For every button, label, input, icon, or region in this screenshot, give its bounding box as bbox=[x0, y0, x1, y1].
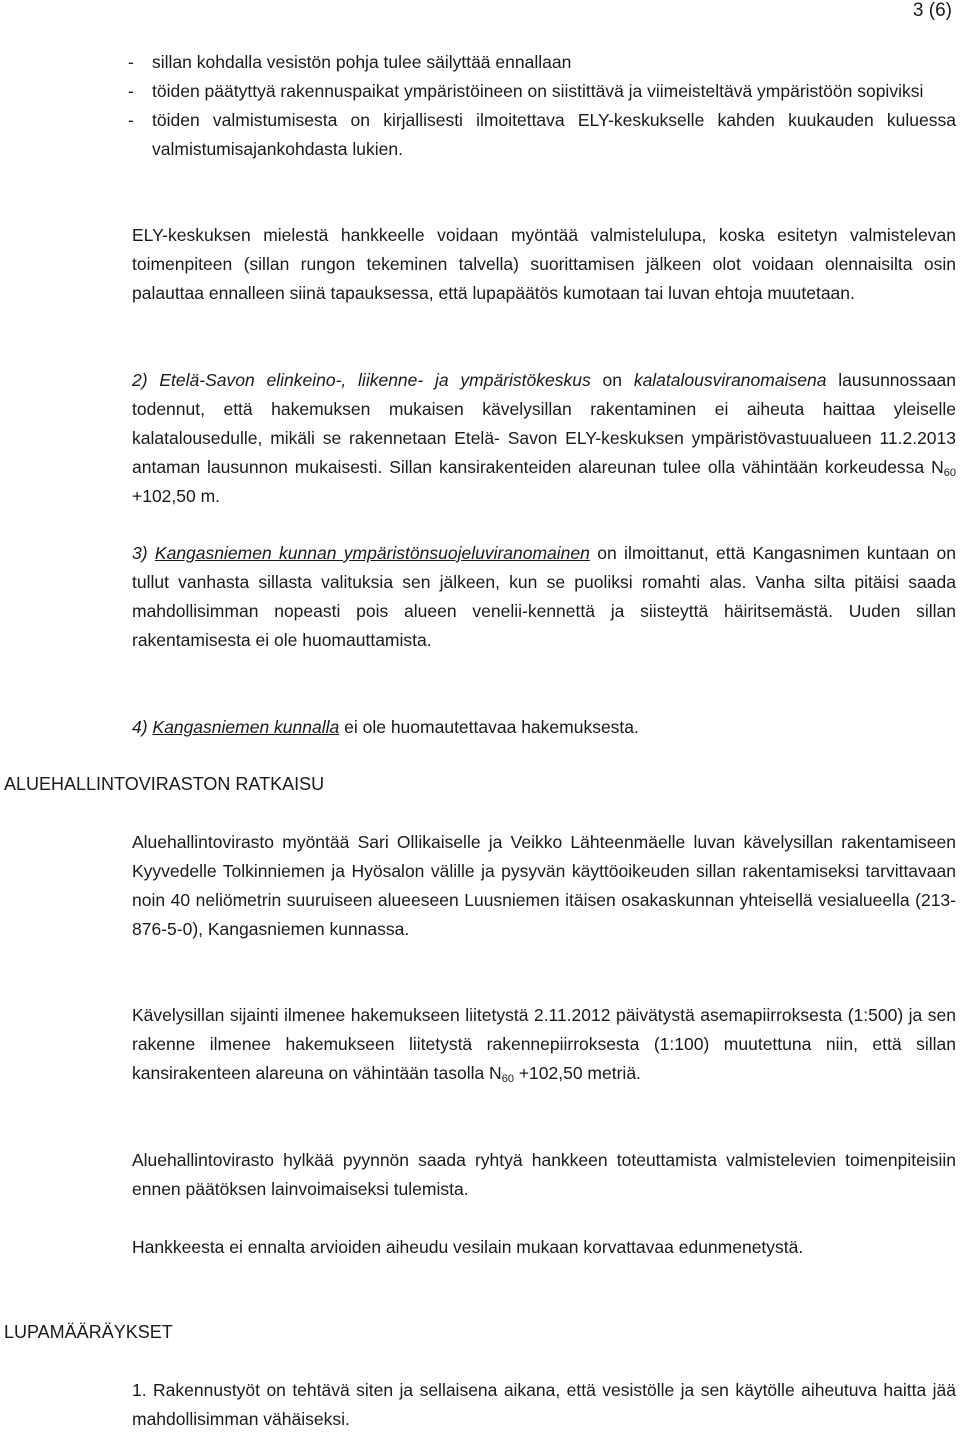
statement-number: 4) bbox=[132, 717, 148, 737]
statement-text: +102,50 m. bbox=[132, 486, 221, 506]
statement-2-paragraph bbox=[132, 366, 956, 511]
subscript: 60 bbox=[501, 1073, 514, 1085]
list-item: - töiden valmistumisesta on kirjallisesti ilmoitettava ELY-keskukselle kahden kuukauden kuluessa valmistumisajankohdasta lukien. bbox=[128, 106, 956, 164]
statement-text: on bbox=[602, 370, 623, 390]
compensation-paragraph: Hankkeesta ei ennalta arvioiden aiheudu vesilain mukaan korvattavaa edunmenetystä. bbox=[132, 1237, 804, 1257]
statement-text: ei ole huomautettavaa hakemuksesta. bbox=[344, 717, 639, 737]
statement-role: kalatalousviranomaisena bbox=[633, 370, 827, 390]
page-number: 3 (6) bbox=[912, 0, 952, 21]
statement-3-paragraph bbox=[132, 539, 956, 655]
paragraph-text: Kävelysillan sijainti ilmenee hakemukseen liitetystä 2.11.2012 päivätystä asemapiirroksesta (1:500) ja sen rakenne ilmenee hakemukseen liitetystä rakennepiirroksesta (1:100) muutettuna niin, että sillan kansirakenteen alareuna on vähintään tasolla N bbox=[132, 1005, 956, 1083]
rejection-paragraph: Aluehallintovirasto hylkää pyynnön saada ryhtyä hankkeen toteuttamista valmistelevien toimenpiteisiin ennen päätöksen lainvoimaiseksi tulemista. bbox=[132, 1150, 956, 1199]
statement-actor: Kangasniemen kunnan ympäristönsuojeluviranomainen bbox=[154, 543, 590, 563]
conditions-list bbox=[128, 48, 956, 164]
statement-text: on ilmoittanut, että Kangasnimen kuntaan on tullut vanhasta sillasta valituksia sen jälkeen, kun se puoliksi romahti alas. Vanha silta pitäisi saada mahdollisimman nopeasti pois alueen venelii-kennettä ja siisteyttä häiritsemästä. Uuden sillan rakentamisesta ei ole huomauttamista. bbox=[132, 543, 957, 650]
statement-actor: Etelä-Savon elinkeino-, liikenne- ja ympäristökeskus bbox=[159, 370, 591, 390]
statement-actor: Kangasniemen kunnalla bbox=[152, 717, 340, 737]
paragraph-text: +102,50 metriä. bbox=[518, 1063, 641, 1083]
list-item: - töiden päätyttyä rakennuspaikat ympäristöineen on siistittävä ja viimeisteltävä ympäristöön sopiviksi bbox=[128, 77, 956, 106]
ely-opinion-paragraph: ELY-keskuksen mielestä hankkeelle voidaan myöntää valmistelulupa, koska esitetyn valmistelevan toimenpiteen (sillan rungon tekeminen talvella) suorittamisen jälkeen olot voidaan olennaisilta osin palauttaa ennalleen siinä tapauksessa, että lupapäätös kumotaan tai luvan ehtoja muutetaan. bbox=[132, 225, 956, 303]
statement-4-paragraph bbox=[132, 713, 956, 742]
statement-number: 3) bbox=[132, 543, 148, 563]
list-item: - sillan kohdalla vesistön pohja tulee säilyttää ennallaan bbox=[128, 48, 956, 77]
section-heading-ratkaisu: ALUEHALLINTOVIRASTON RATKAISU bbox=[4, 774, 325, 794]
statement-number: 2) bbox=[132, 370, 148, 390]
decision-paragraph: Aluehallintovirasto myöntää Sari Ollikaiselle ja Veikko Lähteenmäelle luvan kävelysillan rakentamiseen Kyyvedelle Tolkinniemen ja Hyösalon välille ja pysyvän käyttöoikeuden sillan rakentamiseksi tarvittavaan noin 40 neliömetrin suuruiseen alueeseen Luusniemen itäisen osakaskunnan yhteisellä vesialueella (213-876-5-0), Kangasniemen kunnassa. bbox=[132, 832, 956, 939]
subscript: 60 bbox=[943, 467, 956, 479]
location-paragraph bbox=[132, 1001, 956, 1088]
permit-condition-1: 1. Rakennustyöt on tehtävä siten ja sellaisena aikana, että vesistölle ja sen käytölle aiheutuva haitta jää mahdollisimman vähäiseksi. bbox=[132, 1380, 956, 1429]
statement-text: lausunnossaan todennut, että hakemuksen mukaisen kävelysillan rakentaminen ei aiheuta haittaa yleiselle kalatalousedulle, mikäli se rakennetaan Etelä- Savon ELY-keskuksen ympäristövastuualueen 11.2.2013 antaman lausunnon mukaisesti. Sillan kansirakenteiden alareunan tulee olla vähintään korkeudessa N bbox=[132, 370, 956, 477]
section-heading-lupamaaraykset: LUPAMÄÄRÄYKSET bbox=[4, 1322, 173, 1342]
